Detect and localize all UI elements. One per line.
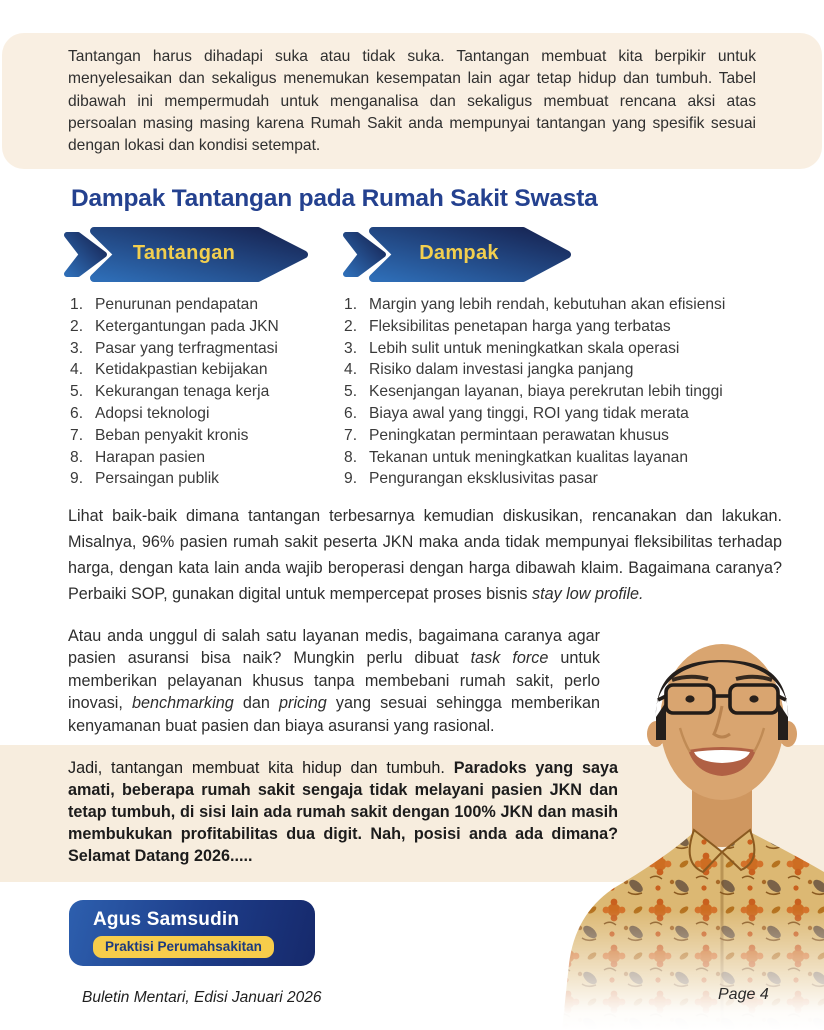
list-item: Pengurangan eksklusivitas pasar xyxy=(369,470,598,488)
face xyxy=(660,644,784,800)
list-item: Lebih sulit untuk meningkatkan skala operasi xyxy=(369,339,680,357)
eye-left xyxy=(685,695,694,702)
list-item: Kesenjangan layanan, biaya perekrutan lebih tinggi xyxy=(369,383,723,401)
list-item: Penurunan pendapatan xyxy=(95,296,259,313)
text-segment: dan xyxy=(233,694,280,713)
text-segment: Atau anda unggul di salah satu layanan medis, bagaimana caranya agar pasien asuransi bisa naik? Mungkin perlu dibuat xyxy=(68,627,600,668)
tantangan-list xyxy=(68,294,340,490)
text-segment: yang sesuai sehingga memberikan kenyamanan buat pasien dan biaya asuransi yang rasional. xyxy=(68,694,600,735)
portrait-photo xyxy=(556,622,824,1030)
column-header-dampak xyxy=(343,227,571,282)
dampak-list xyxy=(342,294,794,490)
paragraph-2 xyxy=(68,625,600,737)
column-header-tantangan xyxy=(64,227,308,282)
paragraph-3 xyxy=(68,757,618,867)
banner-label-tantangan: Tantangan xyxy=(132,242,236,264)
list-item: Beban penyakit kronis xyxy=(95,426,249,444)
paragraph-1 xyxy=(68,503,782,607)
intro-box xyxy=(2,33,822,169)
text-segment: Paradoks yang saya amati, beberapa rumah sakit sengaja tidak melayani pasien JKN dan tetap tumbuh, di sisi lain ada rumah sakit dengan 100% JKN dan masih membukukan profitabilitas dua digit. Nah, posisi anda ada dimana? Selamat Datang 2026..... xyxy=(68,759,618,865)
list-item: Fleksibilitas penetapan harga yang terbatas xyxy=(369,317,671,335)
list-item: Margin yang lebih rendah, kebutuhan akan efisiensi xyxy=(369,296,726,313)
footer-edition: Buletin Mentari, Edisi Januari 2026 xyxy=(82,989,322,1006)
text-segment: task force xyxy=(470,649,549,668)
list-item: Ketergantungan pada JKN xyxy=(95,317,279,335)
list-item: Persaingan publik xyxy=(95,470,219,488)
list-item: Kekurangan tenaga kerja xyxy=(95,383,270,401)
author-badge xyxy=(69,900,315,966)
page-title: Dampak Tantangan pada Rumah Sakit Swasta xyxy=(71,185,598,212)
list-item: Peningkatan permintaan perawatan khusus xyxy=(369,426,669,444)
banner-label-dampak: Dampak xyxy=(419,242,499,264)
text-segment: benchmarking xyxy=(132,694,234,713)
list-item: Harapan pasien xyxy=(95,448,206,466)
text-segment: Jadi, tantangan membuat kita hidup dan tumbuh. xyxy=(68,759,454,777)
text-segment: pricing xyxy=(279,694,327,713)
footer-page-number: Page 4 xyxy=(718,986,769,1003)
text-segment: untuk memberikan pelayanan khusus tanpa membebani rumah sakit, perlo inovasi, xyxy=(68,649,600,713)
author-title-badge: Praktisi Perumahsakitan xyxy=(93,936,274,958)
list-item: Ketidakpastian kebijakan xyxy=(95,361,268,379)
eye-right xyxy=(749,695,758,702)
list-item: Pasar yang terfragmentasi xyxy=(95,339,278,357)
intro-paragraph: Tantangan harus dihadapi suka atau tidak suka. Tantangan membuat kita berpikir untuk menyelesaikan dan sekaligus menemukan kesempatan lain agar tetap hidup dan tumbuh. Tabel dibawah ini mempermudah untuk menganalisa dan sekaligus membuat rencana aksi atas persoalan masing masing karena Rumah Sakit anda mempunyai tantangan yang spesifik sesuai dengan lokasi dan kondisi setempat. xyxy=(68,48,756,155)
list-item: Risiko dalam investasi jangka panjang xyxy=(369,361,634,379)
list-item: Adopsi teknologi xyxy=(95,404,210,422)
text-segment: stay low profile. xyxy=(532,585,644,603)
author-name: Agus Samsudin xyxy=(93,909,240,930)
text-segment: Lihat baik-baik dimana tantangan terbesarnya kemudian diskusikan, rencanakan dan lakukan. Misalnya, 96% pasien rumah sakit peserta JKN maka anda tidak mempunyai fleksibilitas terhadap harga, dengan kata lain anda wajib beroperasi dengan harga dibawah klaim. Bagaimana caranya? Perbaiki SOP, gunakan digital untuk mempercepat proses bisnis xyxy=(68,507,782,603)
list-item: Biaya awal yang tinggi, ROI yang tidak merata xyxy=(369,404,689,422)
photo-fade xyxy=(556,910,824,1030)
list-item: Tekanan untuk meningkatkan kualitas layanan xyxy=(369,448,689,466)
